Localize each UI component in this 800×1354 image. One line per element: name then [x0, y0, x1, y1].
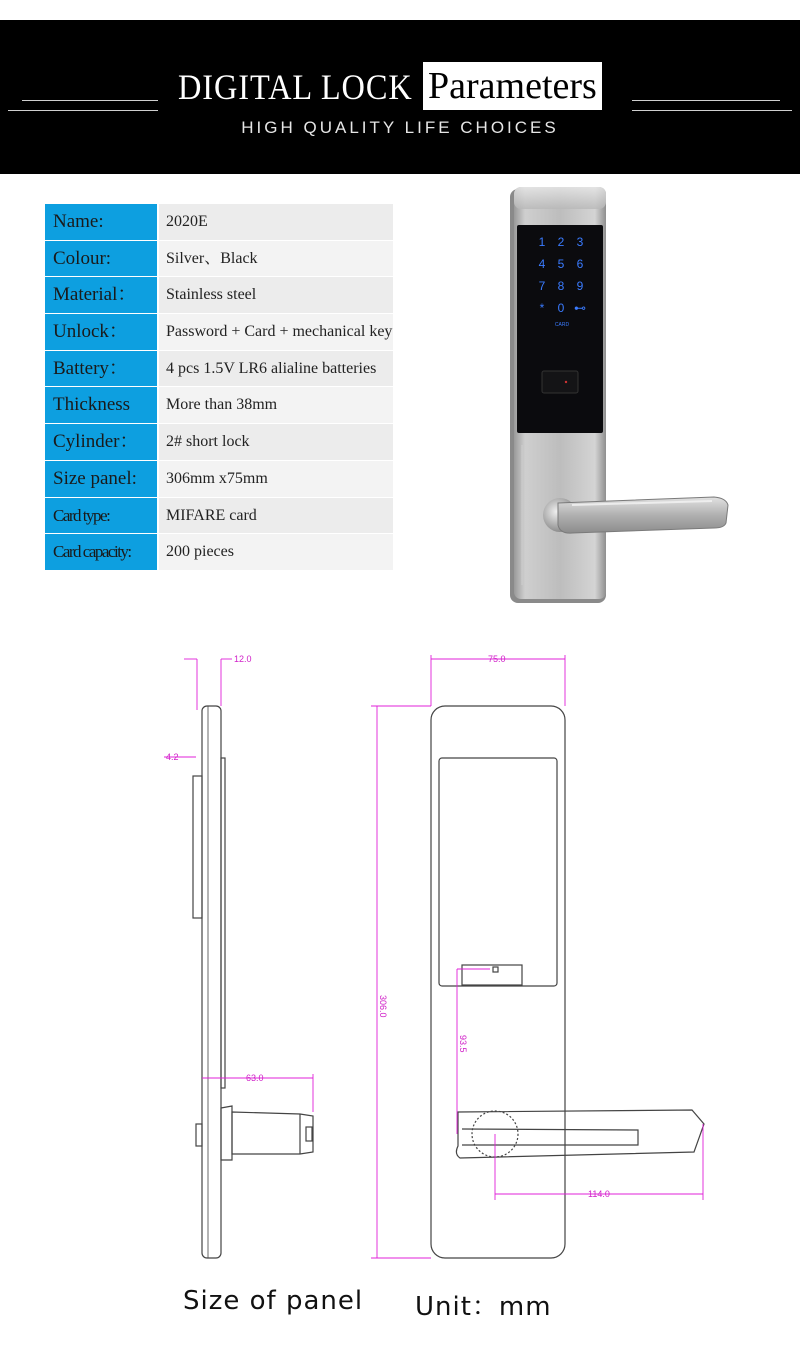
- decorative-rule: [8, 110, 158, 111]
- keypad-key: 4: [538, 257, 546, 271]
- param-value: 2020E: [159, 204, 393, 240]
- front-view-keypad: [439, 758, 557, 986]
- side-view-handle: [232, 1112, 313, 1154]
- keypad-key: 8: [557, 279, 565, 293]
- param-row: [45, 424, 393, 461]
- dimension-handle-length: 114.0: [588, 1189, 610, 1199]
- lock-product-image: [500, 185, 760, 605]
- keypad-key: 5: [557, 257, 565, 271]
- keypad-key: 0: [557, 301, 565, 315]
- keypad-key: 3: [576, 235, 584, 249]
- keypad-key: 9: [576, 279, 584, 293]
- param-value: More than 38mm: [159, 387, 393, 423]
- keypad-key: *: [539, 301, 545, 315]
- param-row: [45, 461, 393, 498]
- param-row: [45, 204, 393, 241]
- param-row: [45, 314, 393, 351]
- decorative-rule: [22, 100, 158, 101]
- card-reader-slot: [542, 371, 578, 393]
- page-title-highlight: Parameters: [423, 62, 602, 110]
- dimension-handle-offset: 93.5: [458, 1035, 468, 1053]
- param-label: Battery：: [45, 351, 159, 387]
- front-view-plate: [431, 706, 565, 1258]
- param-label: Cylinder：: [45, 424, 159, 460]
- dimension-inset: 4.2: [166, 752, 179, 762]
- decorative-rule: [632, 110, 792, 111]
- param-label: Name:: [45, 204, 159, 240]
- param-row: [45, 534, 393, 571]
- param-label: Material：: [45, 277, 159, 313]
- param-row: [45, 277, 393, 314]
- param-label: Card type:: [45, 498, 159, 534]
- param-row: [45, 351, 393, 388]
- param-label: Colour:: [45, 241, 159, 277]
- side-view-mortise: [193, 776, 202, 918]
- param-value: 4 pcs 1.5V LR6 alialine batteries: [159, 351, 393, 387]
- front-view-handle: [456, 1110, 704, 1158]
- param-label: Thickness: [45, 387, 159, 423]
- keypad-key: 1: [538, 235, 546, 249]
- param-value: 2# short lock: [159, 424, 393, 460]
- keypad-key: 2: [557, 235, 565, 249]
- keypad-key: ⊷: [574, 301, 586, 315]
- param-label: Size panel:: [45, 461, 159, 497]
- unit-caption: Unit：mm: [415, 1292, 552, 1322]
- param-row: [45, 498, 393, 535]
- dimension-height: 306.0: [378, 995, 388, 1018]
- parameters-table: [45, 204, 393, 571]
- card-logo: CARD: [554, 322, 570, 328]
- keypad-key: 7: [538, 279, 546, 293]
- decorative-rule: [632, 100, 780, 101]
- param-value: Stainless steel: [159, 277, 393, 313]
- side-view-plate: [202, 706, 221, 1258]
- dimension-width: 75.0: [488, 654, 506, 664]
- param-value: MIFARE card: [159, 498, 393, 534]
- page-subtitle: HIGH QUALITY LIFE CHOICES: [241, 118, 559, 137]
- dimension-thickness: 12.0: [234, 654, 252, 664]
- front-view-card-slot: [462, 965, 522, 985]
- param-value: 306mm x75mm: [159, 461, 393, 497]
- param-row: [45, 241, 393, 278]
- param-value: Silver、Black: [159, 241, 393, 277]
- header-banner: [0, 20, 800, 174]
- param-value: 200 pieces: [159, 534, 393, 570]
- drawing-caption: Size of panel: [183, 1286, 364, 1316]
- param-label: Card capacity:: [45, 534, 159, 570]
- param-value: Password + Card + mechanical key: [159, 314, 393, 350]
- param-row: [45, 387, 393, 424]
- keypad-key: 6: [576, 257, 584, 271]
- page-title: DIGITAL LOCK: [178, 67, 413, 107]
- technical-drawing: [0, 640, 800, 1280]
- dimension-handle-depth: 63.0: [246, 1073, 264, 1083]
- param-label: Unlock：: [45, 314, 159, 350]
